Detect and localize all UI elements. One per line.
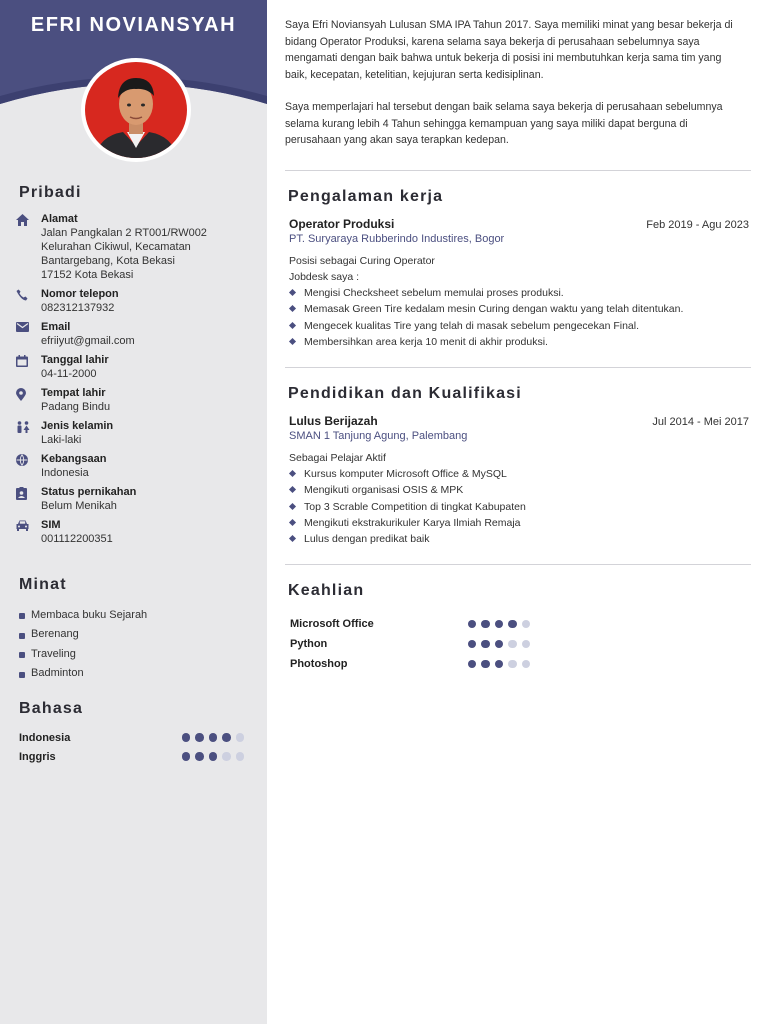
info-label: Status pernikahan <box>41 486 137 498</box>
skill-row <box>290 654 530 674</box>
info-value-2: 17152 Kota Bekasi <box>41 269 134 281</box>
rating-dot-empty <box>508 660 517 669</box>
rating-dots <box>463 620 531 629</box>
rating-dot-filled <box>481 620 490 629</box>
candidate-name: EFRI NOVIANSYAH <box>30 14 237 36</box>
job-description: Posisi sebagai Curing Operator <box>289 255 435 267</box>
rating-dot-filled <box>209 733 218 742</box>
square-bullet-icon <box>19 633 25 639</box>
education-bullets <box>289 466 749 547</box>
rating-dot-filled <box>468 660 477 669</box>
list-item: Mengikuti organisasi OSIS & MPK <box>289 482 749 498</box>
gender-icon <box>16 419 41 447</box>
skill-name: Python <box>290 638 328 650</box>
list-item: Memasak Green Tire kedalam mesin Curing dengan waktu yang telah ditentukan. <box>289 301 749 317</box>
info-kebangsaan <box>16 452 260 480</box>
info-label: SIM <box>41 519 61 531</box>
info-value: Belum Menikah <box>41 500 117 512</box>
school-name: SMAN 1 Tanjung Agung, Palembang <box>289 430 468 442</box>
list-item: Lulus dengan predikat baik <box>289 531 749 547</box>
rating-dots <box>463 640 531 649</box>
info-label: Nomor telepon <box>41 288 119 300</box>
calendar-icon <box>16 353 41 381</box>
personal-info-list <box>16 212 260 551</box>
info-value: Padang Bindu <box>41 401 111 413</box>
skill-name: Microsoft Office <box>290 618 374 630</box>
skill-row <box>290 614 530 634</box>
job-bullets <box>289 285 749 350</box>
info-label: Tempat lahir <box>41 387 106 399</box>
keahlian-heading: Keahlian <box>288 582 365 599</box>
info-telepon <box>16 287 260 315</box>
list-item: Top 3 Scrable Competition di tingkat Kabupaten <box>289 499 749 515</box>
info-value: Indonesia <box>41 467 89 479</box>
rating-dot-empty <box>236 733 245 742</box>
skill-name: Photoshop <box>290 658 348 670</box>
info-label: Kebangsaan <box>41 453 107 465</box>
info-tanggal-lahir <box>16 353 260 381</box>
rating-dot-empty <box>522 620 531 629</box>
rating-dot-filled <box>195 733 204 742</box>
minat-heading: Minat <box>19 576 67 593</box>
info-alamat <box>16 212 260 282</box>
info-status-pernikahan <box>16 485 260 513</box>
education-title: Lulus Berijazah <box>289 414 378 428</box>
language-name: Indonesia <box>19 731 71 744</box>
rating-dot-filled <box>222 733 231 742</box>
language-row <box>19 728 244 747</box>
pribadi-heading: Pribadi <box>19 184 82 201</box>
rating-dots <box>177 752 245 761</box>
summary-paragraph: Saya memperlajari hal tersebut dengan baik selama saya bekerja di perusahaan sebelumnya selama kurang lebih 4 Tahun sehingga kemampuan yang saya miliki dapat berguna di perusahaan yang akan saya terapkan kedepan. <box>285 101 723 146</box>
info-value: Laki-laki <box>41 434 82 446</box>
rating-dot-empty <box>222 752 231 761</box>
education-description: Sebagai Pelajar Aktif <box>289 452 386 464</box>
info-value: 082312137932 <box>41 302 115 314</box>
info-value: 001112200351 <box>41 533 113 545</box>
rating-dot-empty <box>522 660 531 669</box>
list-item: Mengikuti ekstrakurikuler Karya Ilmiah Remaja <box>289 515 749 531</box>
info-value: efriiyut@gmail.com <box>41 335 135 347</box>
education-dates: Jul 2014 - Mei 2017 <box>652 416 749 428</box>
phone-icon <box>16 287 41 315</box>
info-label: Tanggal lahir <box>41 354 109 366</box>
pengalaman-heading: Pengalaman kerja <box>288 188 444 205</box>
summary-paragraph: Saya Efri Noviansyah Lulusan SMA IPA Tahun 2017. Saya memiliki minat yang besar bekerja di bidang Operator Produksi, karena selama saya bekerja di perusahaan sebelumnya saya mengamati dengan baik bahwa untuk bekerja di posisi ini membutuhkan kerja sama tim yang baik, kecepatan, ketelitian, kejujuran serta kedisiplinan. <box>285 19 733 81</box>
list-item: Mengisi Checksheet sebelum memulai proses produksi. <box>289 285 749 301</box>
info-value: Jalan Pangkalan 2 RT001/RW002 Kelurahan Cikiwul, Kecamatan Bantargebang, Kota Bekasi <box>41 227 207 267</box>
rating-dot-filled <box>481 640 490 649</box>
rating-dot-filled <box>508 620 517 629</box>
skills-list <box>290 614 530 674</box>
info-label: Email <box>41 321 71 333</box>
rating-dots <box>177 733 245 742</box>
list-item <box>19 644 259 664</box>
list-item: Mengecek kualitas Tire yang telah di masak sebelum pengecekan Final. <box>289 318 749 334</box>
profile-photo <box>81 58 191 162</box>
rating-dot-filled <box>481 660 490 669</box>
divider <box>285 564 751 565</box>
list-item <box>19 625 259 645</box>
bahasa-heading: Bahasa <box>19 700 84 717</box>
language-name: Inggris <box>19 750 56 763</box>
rating-dot-filled <box>495 640 504 649</box>
bahasa-list <box>19 728 244 766</box>
rating-dot-filled <box>495 620 504 629</box>
rating-dots <box>463 660 531 669</box>
rating-dot-filled <box>209 752 218 761</box>
minat-label: Traveling <box>31 647 76 660</box>
list-item: Kursus komputer Microsoft Office & MySQL <box>289 466 749 482</box>
list-item <box>19 605 259 625</box>
skill-row <box>290 634 530 654</box>
rating-dot-empty <box>236 752 245 761</box>
globe-icon <box>16 452 41 480</box>
car-icon <box>16 518 41 546</box>
location-pin-icon <box>16 386 41 414</box>
home-icon <box>16 212 41 282</box>
experience-entry <box>289 217 749 350</box>
summary <box>285 17 745 165</box>
id-badge-icon <box>16 485 41 513</box>
mail-icon <box>16 320 41 348</box>
minat-label: Berenang <box>31 628 79 641</box>
minat-list <box>19 605 259 683</box>
rating-dot-filled <box>182 733 191 742</box>
company-name: PT. Suryaraya Rubberindo Industires, Bogor <box>289 233 505 245</box>
list-item <box>19 664 259 684</box>
square-bullet-icon <box>19 652 25 658</box>
minat-label: Membaca buku Sejarah <box>31 608 148 621</box>
rating-dot-filled <box>468 640 477 649</box>
divider <box>285 170 751 171</box>
square-bullet-icon <box>19 613 25 619</box>
info-email <box>16 320 260 348</box>
minat-label: Badminton <box>31 667 84 680</box>
sidebar <box>0 0 267 1024</box>
pendidikan-heading: Pendidikan dan Kualifikasi <box>288 385 522 402</box>
info-sim <box>16 518 260 546</box>
language-row <box>19 747 244 766</box>
rating-dot-filled <box>182 752 191 761</box>
rating-dot-filled <box>195 752 204 761</box>
job-description: Jobdesk saya : <box>289 271 360 283</box>
list-item: Membersihkan area kerja 10 menit di akhir produksi. <box>289 334 749 350</box>
info-value: 04-11-2000 <box>41 368 97 380</box>
job-dates: Feb 2019 - Agu 2023 <box>646 219 749 231</box>
rating-dot-empty <box>522 640 531 649</box>
square-bullet-icon <box>19 672 25 678</box>
divider <box>285 367 751 368</box>
rating-dot-empty <box>508 640 517 649</box>
info-label: Jenis kelamin <box>41 420 114 432</box>
info-tempat-lahir <box>16 386 260 414</box>
info-jenis-kelamin <box>16 419 260 447</box>
education-entry <box>289 414 749 547</box>
rating-dot-filled <box>468 620 477 629</box>
job-title: Operator Produksi <box>289 217 395 231</box>
rating-dot-filled <box>495 660 504 669</box>
info-label: Alamat <box>41 213 78 225</box>
